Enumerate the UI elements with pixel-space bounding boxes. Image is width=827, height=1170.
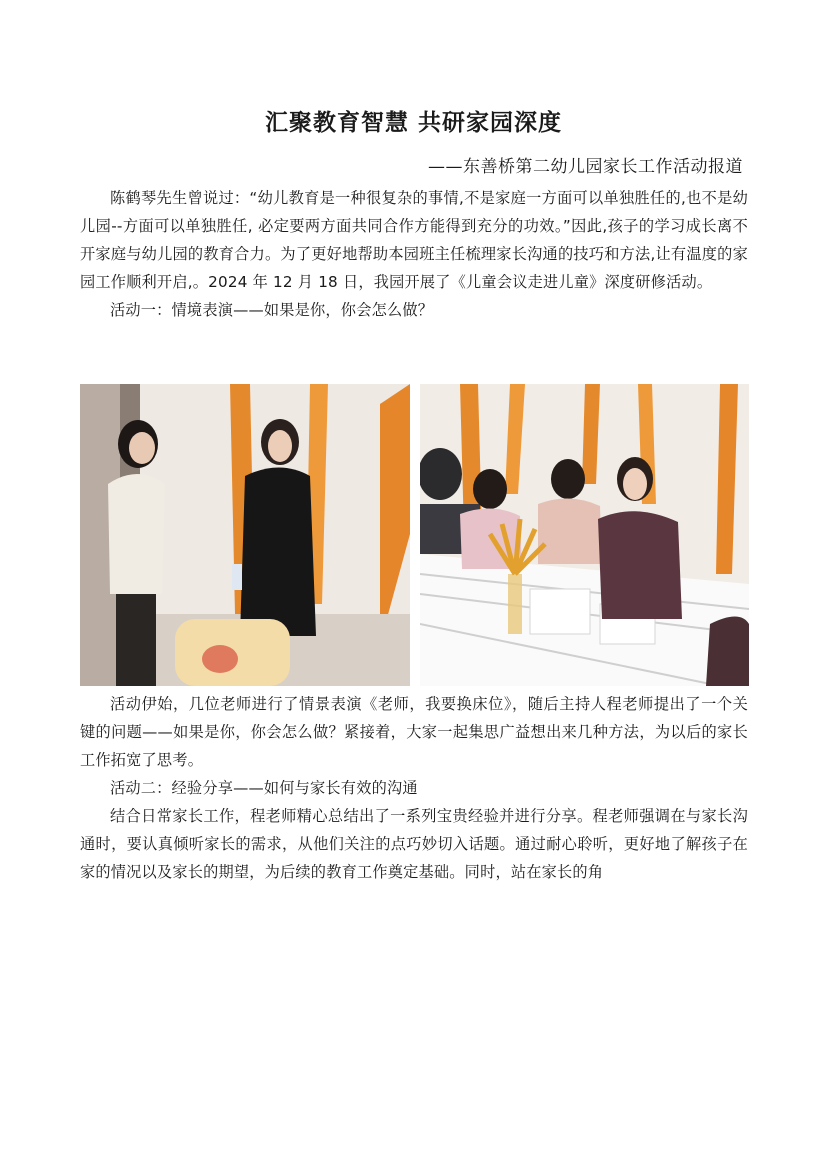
photo-discussion (420, 384, 749, 686)
intro-section (80, 184, 748, 324)
activity1-paragraph: 活动伊始，几位老师进行了情景表演《老师，我要换床位》，随后主持人程老师提出了一个关键的问题——如果是你，你会怎么做？紧接着，大家一起集思广益想出来几种方法，为以后的家长工作拓宽了思考。 (80, 695, 748, 769)
activity1-heading: 活动一：情境表演——如果是你，你会怎么做？ (110, 301, 434, 319)
activity-section (80, 690, 748, 886)
activity2-heading: 活动二：经验分享——如何与家长有效的沟通 (110, 779, 418, 797)
intro-paragraph: 陈鹤琴先生曾说过：“幼儿教育是一种很复杂的事情,不是家庭一方面可以单独胜任的,也不是幼儿园--方面可以单独胜任, 必定要两方面共同合作方能得到充分的功效。”因此,孩子的学习成长离不开家庭与幼儿园的教育合力。为了更好地帮助本园班主任梳理家长沟通的技巧和方法,让有温度的家园工作顺利开启,。2024 年 12 月 18 日，我园开展了《儿童会议走进儿童》深度研修活动。 (80, 189, 748, 291)
photo-role-play (80, 384, 410, 686)
article-title: 汇聚教育智慧 共研家园深度 (264, 109, 562, 136)
activity2-paragraph: 结合日常家长工作，程老师精心总结出了一系列宝贵经验并进行分享。程老师强调在与家长沟通时，要认真倾听家长的需求，从他们关注的点巧妙切入话题。通过耐心聆听，更好地了解孩子在家的情况以及家长的期望，为后续的教育工作奠定基础。同时，站在家长的角 (80, 807, 748, 881)
article-subtitle: ——东善桥第二幼儿园家长工作活动报道 (428, 157, 743, 177)
